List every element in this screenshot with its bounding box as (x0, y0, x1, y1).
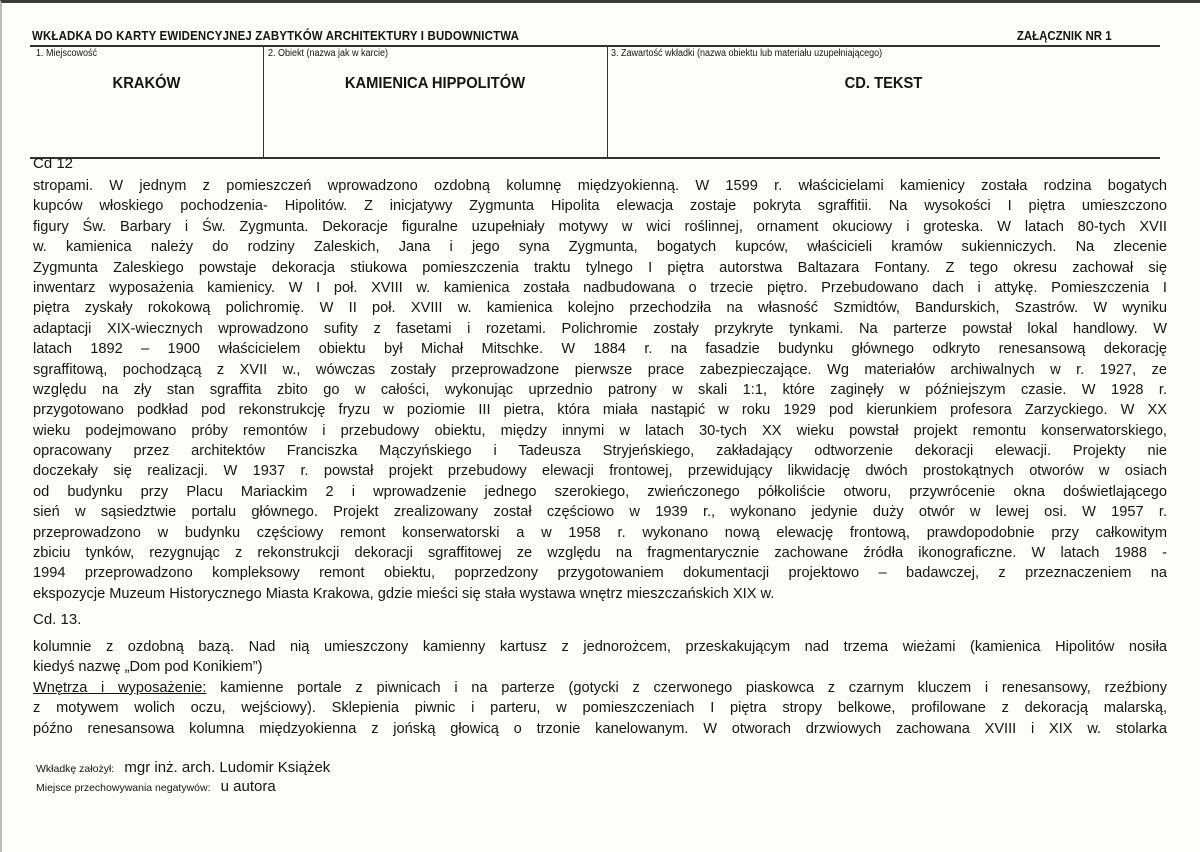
text-line: późno renesansowa kolumna międzyokienna z jońską głowicą o trzonie kanelowanym. W otworach drzwiowych zachowana XVIII i XIX w. stolarka (33, 720, 1167, 737)
locality-value: KRAKÓW (112, 75, 181, 92)
text-line: doczekały się realizacji. W 1937 r. powstał projekt przebudowy elewacji frontowej, przewidujący likwidację dwóch prostokątnych otworów w osiach (33, 463, 1167, 480)
content-label: 3. Zawartość wkładki (nazwa obiektu lub materiału uzupełniającego) (611, 48, 883, 59)
text-fragment: kamienne portale z piwnicach i na parterze (gotycki z czerwonego piaskowca z czarnym kluczem i renesansowy, rzeźbiony (206, 679, 1167, 696)
header-bottom-rule (30, 157, 1160, 159)
interiors-subheading: Wnętrza i wyposażenie: (33, 679, 207, 696)
negatives-row (36, 778, 276, 795)
text-line: figury Św. Barbary i Św. Zygmunta. Dekoracje figuralne uzupełniały motywy w wici roślinnej, ornament okuciowy i groteska. W latach 80-tych XVII (33, 218, 1167, 235)
text-line: inwentarz wyposażenia kamienicy. W I poł. XVIII w. kamienica została nadbudowana o trzecie piętro. Przebudowano dach i attykę. Pomieszczenia I (33, 279, 1167, 296)
text-line: sień w sąsiedztwie portalu głównego. Projekt zrealizowany został częściowo w 1939 r., wykonano jedynie duży otwór w lewej osi. W 1957 r. (33, 504, 1167, 521)
text-line: kiedyś nazwę „Dom pod Konikiem”) (33, 659, 263, 676)
text-line: kolumnie z ozdobną bazą. Nad nią umieszczony kamienny kartusz z jednorożcem, przeskakującym nad trzema wieżami (kamienica Hipolitów nosiła (33, 639, 1167, 655)
text-line: ekspozycje Muzeum Historycznego Miasta Krakowa, gdzie mieści się stała wystawa wnętrz mieszczańskich XIX w. (33, 585, 775, 602)
column-divider (263, 46, 264, 157)
content-value: CD. TEKST (844, 75, 923, 92)
negatives-label: Miejsce przechowywania negatywów: (36, 782, 211, 794)
text-line: Zygmunta Zaleskiego powstaje dekoracja stiukowa pomieszczenia traktu tylnego I piętra autorstwa Baltazara Fontany. Z tego okresu zachował się (33, 259, 1167, 276)
text-line: zbiciu tynków, rezygnując z rekonstrukcji dekoracji sgraffitowej ze względu na fragmentarycznie zachowane źródła ikonograficzne. W latach 1988 - (33, 545, 1167, 562)
text-line: stropami. W jednym z pomieszczeń wprowadzono ozdobną kolumnę międzyokienną. W 1599 r. właścicielami kamienicy została rodzina bogatych (33, 178, 1167, 194)
text-line: latach 1892 – 1900 właścicielem obiektu był Michał Mitschke. W 1884 r. na fasadzie budynku głównego odkryto renesansową dekorację (33, 341, 1167, 358)
body-text-section1 (33, 176, 1167, 604)
text-line: względu na zły stan sgraffita zbito go w całości, wykonując uprzednio patrony w skali 1:1, które zaginęły w późniejszym czasie. W 1928 r. (33, 381, 1167, 398)
text-line: sgraffitową, pochodzącą z XVII w., wówczas zostały przeprowadzone pierwsze prace zabezpieczające. Wg materiałów archiwalnych w r. 1927, ze (33, 361, 1167, 378)
annex-number: ZAŁĄCZNIK NR 1 (1017, 28, 1112, 43)
form-title: WKŁADKA DO KARTY EWIDENCYJNEJ ZABYTKÓW ARCHITEKTURY I BUDOWNICTWA (32, 28, 520, 43)
text-line: kupców włoskiego pochodzenia- Hipolitów. Z inicjatywy Zygmunta Hipolita elewacja zostaje pokryta sgraffitii. Na wysokości I piętra umieszczono (33, 198, 1167, 215)
author-label: Wkładkę założył: (36, 763, 115, 775)
text-line: piętra zyskały rokokową polichromię. W II poł. XVIII w. kamienica kolejno przechodziła na własność Szmidtów, Bandurskich, Szastrów. W wyniku (33, 300, 1167, 317)
author-name: mgr inż. arch. Ludomir Książek (124, 759, 331, 776)
text-line: przygotowano podkład pod rekonstrukcję fryzu w poziomie III pietra, która miała nastąpić w roku 1929 pod kierunkiem profesora Zarzyckiego. W XX (33, 402, 1167, 419)
text-line: adaptacji XIX-wiecznych wprowadzono sufity z fasetami i rozetami. Polichromie zostały przykryte tynkami. Na parterze powstał lokal handlowy. W (33, 320, 1167, 337)
text-line: opracowany przez architektów Franciszka Mączyńskiego i Tadeusza Stryjeńskiego, zakładający odtworzenie dekoracji elewacji. Projekty nie (33, 443, 1167, 460)
text-line: 1994 przeprowadzono kompleksowy remont obiektu, poprzedzony przygotowaniem dokumentacji projektowo – badawczej, z przeznaczeniem na (33, 565, 1167, 582)
header-rule (30, 45, 1160, 47)
author-row (36, 759, 330, 776)
body-text-section2 (33, 637, 1167, 739)
text-line: od budynku przy Placu Mariackim 2 i wprowadzenie jednego szerokiego, zwieńczonego półkoliście otworu, przywrócenie okna doświetlającego (33, 483, 1167, 500)
column-divider (607, 46, 608, 157)
object-label: 2. Obiekt (nazwa jak w karcie) (268, 48, 389, 59)
text-line: przeprowadzono w budynku częściowy remont konserwatorski a w 1958 r. wykonano nową elewację frontową, prawdopodobnie przy całkowitym (33, 524, 1167, 541)
text-line: z motywem wolich oczu, wejściowy). Sklepienia piwnic i parteru, w pomieszczeniach I piętra stropy belkowe, profilowane z dekoracją malarską, (33, 700, 1167, 717)
text-line: wieku podejmowano próby remontów i przebudowy obiektu, między innymi w latach 30-tych XX wieku powstał projekt remontu konserwatorskiego, (33, 422, 1167, 439)
text-line (33, 678, 1167, 698)
negatives-location: u autora (220, 778, 276, 795)
section-heading-cd13: Cd. 13. (33, 611, 82, 628)
text-line: w. kamienica należy do rodziny Zaleskich, Jana i jego syna Zygmunta, bogatych kupców, właścicieli kramów sukienniczych. Na zlecenie (33, 239, 1167, 256)
section-heading-cd12: Cd 12 (33, 155, 74, 172)
locality-label: 1. Miejscowość (36, 48, 98, 59)
object-value: KAMIENICA HIPPOLITÓW (344, 75, 526, 92)
